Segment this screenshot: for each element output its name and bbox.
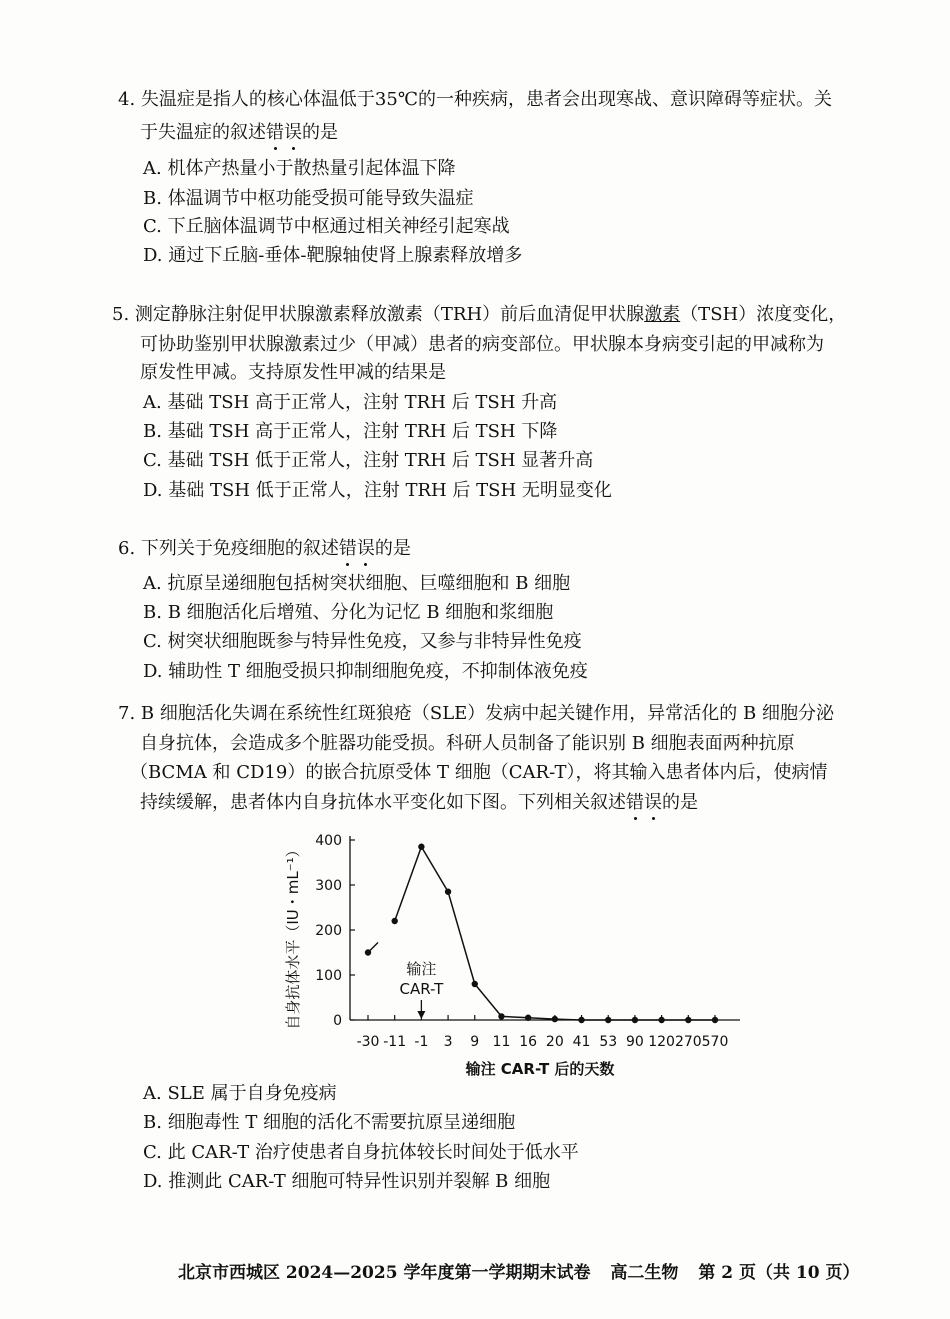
option-text: B 细胞活化后增殖、分化为记忆 B 细胞和浆细胞 bbox=[167, 602, 554, 623]
option-text: 基础 TSH 高于正常人，注射 TRH 后 TSH 升高 bbox=[167, 392, 558, 413]
x-tick-label: 16 bbox=[519, 1034, 538, 1050]
q5-number: 5. bbox=[112, 304, 130, 325]
q7-stem-part: 持续缓解，患者体内自身抗体水平变化如下图。下列相关叙述 bbox=[140, 792, 626, 813]
y-tick-label: 100 bbox=[315, 968, 342, 984]
x-tick-label: -30 bbox=[356, 1034, 380, 1050]
q5-stem-line2: 可协助鉴别甲状腺激素过少（甲减）患者的病变部位。甲状腺本身病变引起的甲减称为 bbox=[140, 334, 824, 355]
annotation-line2: CAR-T bbox=[399, 980, 444, 998]
option-label: B. bbox=[143, 1112, 162, 1133]
q6-stem bbox=[118, 538, 411, 560]
y-tick-label: 400 bbox=[315, 833, 342, 849]
q6-emphasis bbox=[339, 538, 375, 559]
q5-option-a bbox=[143, 392, 557, 414]
q4-stem-part: 于失温症的叙述 bbox=[140, 122, 266, 143]
q4-option-c bbox=[143, 216, 510, 238]
x-tick-label: 270 bbox=[674, 1034, 702, 1050]
q7-stem-line2: 自身抗体，会造成多个脏器功能受损。科研人员制备了能识别 B 细胞表面两种抗原 bbox=[140, 733, 795, 754]
q5-option-b bbox=[143, 421, 557, 443]
emphasis-char: 误 bbox=[356, 538, 375, 559]
option-label: B. bbox=[143, 188, 162, 209]
emphasis-char: 误 bbox=[644, 792, 662, 813]
data-point bbox=[365, 949, 371, 955]
y-tick-label: 300 bbox=[315, 878, 342, 894]
option-label: A. bbox=[143, 392, 162, 413]
data-point bbox=[445, 889, 451, 895]
q6-option-c bbox=[143, 631, 582, 653]
option-label: C. bbox=[143, 216, 162, 237]
q4-stem-line1 bbox=[118, 89, 832, 111]
option-label: D. bbox=[143, 661, 163, 682]
data-point bbox=[632, 1017, 638, 1023]
footer-exam-title: 北京市西城区 2024—2025 学年度第一学期期末试卷 bbox=[178, 1263, 591, 1283]
annotation-arrowhead bbox=[417, 1011, 425, 1019]
option-text: 基础 TSH 高于正常人，注射 TRH 后 TSH 下降 bbox=[167, 421, 558, 442]
q6-stem-part: 下列关于免疫细胞的叙述 bbox=[140, 538, 339, 559]
data-point bbox=[658, 1017, 664, 1023]
option-text: 树突状细胞既参与特异性免疫，又参与非特异性免疫 bbox=[167, 631, 582, 652]
option-text: 推测此 CAR-T 细胞可特异性识别并裂解 B 细胞 bbox=[168, 1171, 551, 1192]
q7-emphasis bbox=[626, 792, 662, 813]
emphasis-char: 错 bbox=[626, 792, 644, 813]
option-text: 通过下丘脑-垂体-靶腺轴使肾上腺素释放增多 bbox=[168, 245, 523, 266]
series-segment bbox=[370, 943, 378, 951]
option-label: C. bbox=[143, 450, 162, 471]
q7-stem-end: 的是 bbox=[662, 792, 698, 813]
option-label: A. bbox=[143, 573, 162, 594]
q5-option-c bbox=[143, 450, 593, 472]
q4-number: 4. bbox=[118, 89, 136, 110]
x-tick-label: 11 bbox=[492, 1034, 511, 1050]
x-tick-label: 9 bbox=[470, 1034, 480, 1050]
q4-stem-line2 bbox=[140, 122, 338, 144]
option-label: D. bbox=[143, 245, 163, 266]
q6-option-d bbox=[143, 661, 588, 683]
option-label: C. bbox=[143, 631, 162, 652]
q7-option-d bbox=[143, 1171, 550, 1193]
data-point bbox=[552, 1016, 558, 1022]
q5-stem-line1 bbox=[112, 304, 846, 326]
y-tick-label: 200 bbox=[315, 923, 342, 939]
q7-stem-text: B 细胞活化失调在系统性红斑狼疮（SLE）发病中起关键作用，异常活化的 B 细胞分泌 bbox=[140, 703, 834, 724]
footer-subject: 高二生物 bbox=[610, 1263, 679, 1283]
q7-option-a bbox=[143, 1083, 337, 1105]
option-text: SLE 属于自身免疫病 bbox=[167, 1083, 337, 1104]
y-tick-label: 0 bbox=[333, 1013, 342, 1029]
q6-option-b bbox=[143, 602, 553, 624]
option-label: D. bbox=[143, 1171, 163, 1192]
q4-stem-end: 的是 bbox=[302, 122, 338, 143]
option-label: D. bbox=[143, 480, 163, 501]
option-label: B. bbox=[143, 421, 162, 442]
x-tick-label: -1 bbox=[414, 1034, 429, 1050]
option-text: 细胞毒性 T 细胞的活化不需要抗原呈递细胞 bbox=[167, 1112, 516, 1133]
option-text: 机体产热量小于散热量引起体温下降 bbox=[167, 158, 456, 179]
q7-option-c bbox=[143, 1142, 579, 1164]
data-point bbox=[498, 1013, 504, 1019]
x-tick-label: 20 bbox=[545, 1034, 564, 1050]
q4-emphasis bbox=[266, 122, 302, 143]
option-text: 辅助性 T 细胞受损只抑制细胞免疫，不抑制体液免疫 bbox=[168, 661, 588, 682]
q5-underlined: 激素 bbox=[644, 304, 681, 325]
q5-stem-end: （TSH）浓度变化， bbox=[680, 304, 847, 325]
data-point bbox=[391, 918, 397, 924]
q4-option-a bbox=[143, 158, 455, 180]
x-tick-label: -11 bbox=[383, 1034, 407, 1050]
x-axis-label: 输注 CAR-T 后的天数 bbox=[465, 1060, 615, 1078]
antibody-level-chart bbox=[270, 822, 750, 1084]
q5-option-d bbox=[143, 480, 612, 502]
q5-stem-line3: 原发性甲减。支持原发性甲减的结果是 bbox=[140, 362, 446, 383]
option-label: A. bbox=[143, 1083, 162, 1104]
q6-option-a bbox=[143, 573, 570, 595]
q7-option-b bbox=[143, 1112, 515, 1134]
emphasis-char: 误 bbox=[284, 122, 302, 143]
x-tick-label: 53 bbox=[599, 1034, 618, 1050]
q7-stem-line3: （BCMA 和 CD19）的嵌合抗原受体 T 细胞（CAR-T），将其输入患者体内后，使病情 bbox=[130, 762, 828, 783]
data-point bbox=[472, 981, 478, 987]
data-point bbox=[712, 1017, 718, 1023]
data-point bbox=[525, 1015, 531, 1021]
q7-stem-line4 bbox=[140, 792, 698, 814]
x-tick-label: 90 bbox=[626, 1034, 644, 1050]
option-text: 体温调节中枢功能受损可能导致失温症 bbox=[167, 188, 474, 209]
q7-number: 7. bbox=[118, 703, 136, 724]
option-text: 基础 TSH 低于正常人，注射 TRH 后 TSH 显著升高 bbox=[167, 450, 594, 471]
x-tick-label: 570 bbox=[701, 1034, 729, 1050]
emphasis-char: 错 bbox=[338, 538, 357, 559]
option-label: C. bbox=[143, 1142, 162, 1163]
option-text: 基础 TSH 低于正常人，注射 TRH 后 TSH 无明显变化 bbox=[168, 480, 612, 501]
option-label: B. bbox=[143, 602, 162, 623]
option-text: 抗原呈递细胞包括树突状细胞、巨噬细胞和 B 细胞 bbox=[167, 573, 571, 594]
x-tick-label: 41 bbox=[572, 1034, 591, 1050]
y-ticks bbox=[315, 833, 355, 1029]
q6-number: 6. bbox=[118, 538, 136, 559]
q4-option-b bbox=[143, 188, 474, 210]
emphasis-char: 错 bbox=[266, 122, 284, 143]
annotation-line1: 输注 bbox=[406, 960, 437, 978]
data-point bbox=[685, 1017, 691, 1023]
footer-page-number: 第 2 页（共 10 页） bbox=[698, 1263, 860, 1283]
data-point bbox=[418, 844, 424, 850]
y-axis-label: 自身抗体水平（IU・mL⁻¹） bbox=[284, 842, 302, 1030]
option-text: 此 CAR-T 治疗使患者自身抗体较长时间处于低水平 bbox=[167, 1142, 579, 1163]
data-point bbox=[578, 1017, 584, 1023]
x-tick-label: 3 bbox=[443, 1034, 453, 1050]
q7-stem-line1 bbox=[118, 703, 834, 725]
q4-stem-text: 失温症是指人的核心体温低于35℃的一种疾病，患者会出现寒战、意识障碍等症状。关 bbox=[140, 89, 832, 110]
option-label: A. bbox=[143, 158, 162, 179]
option-text: 下丘脑体温调节中枢通过相关神经引起寒战 bbox=[167, 216, 510, 237]
q4-option-d bbox=[143, 245, 522, 267]
q5-stem-part: 测定静脉注射促甲状腺激素释放激素（TRH）前后血清促甲状腺 bbox=[134, 304, 645, 325]
page-footer bbox=[178, 1258, 873, 1283]
data-point bbox=[605, 1017, 611, 1023]
q6-stem-end: 的是 bbox=[374, 538, 411, 559]
x-tick-label: 120 bbox=[648, 1034, 675, 1050]
